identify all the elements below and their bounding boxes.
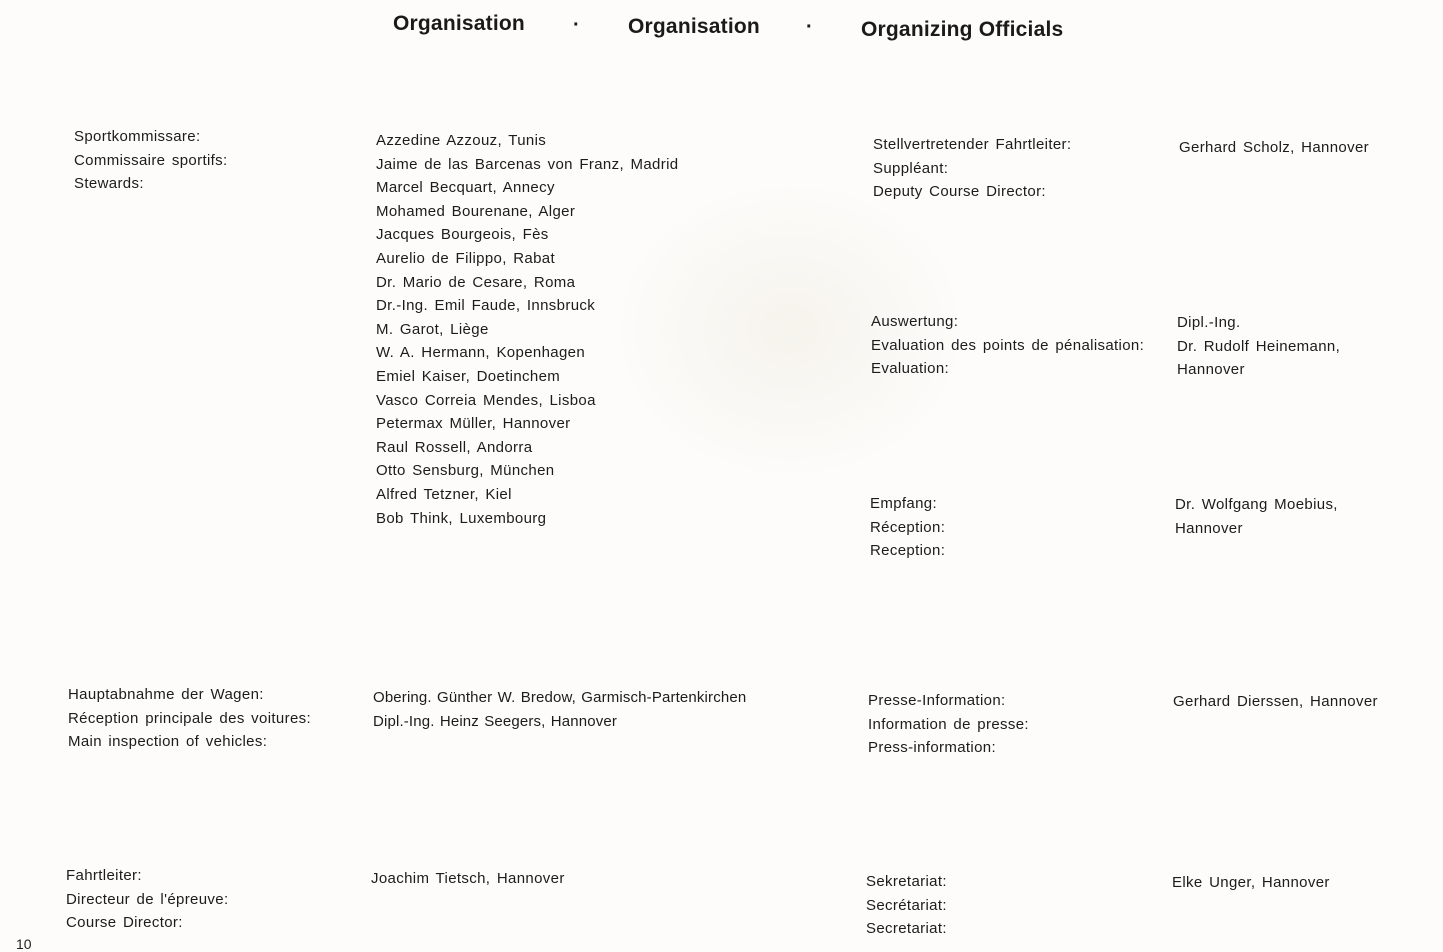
official-name: Joachim Tietsch, Hannover: [371, 870, 565, 887]
label-en: Stewards:: [74, 175, 144, 193]
evaluation-names: [1177, 311, 1340, 382]
steward-name: W. A. Hermann, Kopenhagen: [376, 344, 586, 362]
stewards-labels: [74, 125, 228, 196]
official-name: Obering. Günther W. Bredow, Garmisch-Partenkirchen: [373, 689, 747, 706]
press-labels: [868, 689, 1029, 760]
steward-name: Bob Think, Luxembourg: [376, 509, 547, 527]
label-en: Main inspection of vehicles:: [68, 733, 268, 751]
steward-name: M. Garot, Liège: [376, 320, 489, 338]
course-director-names: [371, 867, 565, 891]
label-en: Secretariat:: [866, 920, 947, 938]
label-fr: Secrétariat:: [866, 896, 947, 914]
evaluation-labels: [871, 310, 1144, 381]
label-fr: Réception:: [870, 518, 946, 536]
label-en: Deputy Course Director:: [873, 183, 1046, 201]
steward-name: Otto Sensburg, München: [376, 462, 555, 480]
stewards-names: [376, 129, 678, 530]
official-name: Gerhard Dierssen, Hannover: [1173, 693, 1378, 710]
steward-name: Jaime de las Barcenas von Franz, Madrid: [376, 155, 679, 173]
label-de: Auswertung:: [871, 313, 959, 330]
label-fr: Information de presse:: [868, 715, 1029, 733]
heading-separator: ·: [806, 16, 813, 38]
steward-name: Marcel Becquart, Annecy: [376, 179, 555, 197]
official-name: Hannover: [1175, 519, 1243, 537]
reception-names: [1175, 493, 1338, 540]
label-de: Hauptabnahme der Wagen:: [68, 686, 264, 703]
steward-name: Aurelio de Filippo, Rabat: [376, 249, 556, 267]
steward-name: Petermax Müller, Hannover: [376, 415, 571, 433]
official-name: Hannover: [1177, 361, 1245, 379]
heading-english: Organizing Officials: [861, 18, 1064, 41]
label-fr: Commissaire sportifs:: [74, 151, 228, 169]
course-director-labels: [66, 864, 229, 935]
official-name: Elke Unger, Hannover: [1172, 874, 1330, 891]
official-name: Gerhard Scholz, Hannover: [1179, 139, 1369, 156]
official-name: Dr. Wolfgang Moebius,: [1175, 496, 1338, 513]
steward-name: Vasco Correia Mendes, Lisboa: [376, 391, 596, 409]
secretariat-labels: [866, 870, 947, 941]
inspection-names: [373, 686, 746, 733]
label-en: Press-information:: [868, 739, 997, 757]
label-fr: Suppléant:: [873, 159, 949, 177]
label-de: Presse-Information:: [868, 692, 1006, 709]
label-de: Empfang:: [870, 495, 938, 512]
heading-separator: ·: [573, 14, 580, 36]
label-en: Course Director:: [66, 914, 183, 932]
label-de: Stellvertretender Fahrtleiter:: [873, 136, 1072, 153]
label-en: Reception:: [870, 542, 946, 560]
steward-name: Jacques Bourgeois, Fès: [376, 226, 549, 244]
steward-name: Dr.-Ing. Emil Faude, Innsbruck: [376, 297, 596, 315]
official-name: Dipl.-Ing. Heinz Seegers, Hannover: [373, 712, 618, 730]
page-number: 10: [16, 936, 32, 952]
steward-name: Raul Rossell, Andorra: [376, 438, 533, 456]
inspection-labels: [68, 683, 311, 754]
label-de: Sportkommissare:: [74, 128, 201, 145]
label-de: Fahrtleiter:: [66, 867, 142, 884]
official-name: Dipl.-Ing.: [1177, 314, 1241, 331]
label-fr: Directeur de l'épreuve:: [66, 890, 229, 908]
heading-german: Organisation: [393, 12, 525, 35]
secretariat-names: [1172, 871, 1330, 895]
steward-name: Azzedine Azzouz, Tunis: [376, 132, 547, 149]
press-names: [1173, 690, 1378, 714]
steward-name: Mohamed Bourenane, Alger: [376, 202, 576, 220]
heading-french: Organisation: [628, 15, 760, 38]
deputy-labels: [873, 133, 1071, 204]
steward-name: Alfred Tetzner, Kiel: [376, 485, 512, 503]
label-de: Sekretariat:: [866, 873, 947, 890]
deputy-names: [1179, 136, 1369, 160]
label-en: Evaluation:: [871, 360, 950, 378]
reception-labels: [870, 492, 945, 563]
steward-name: Emiel Kaiser, Doetinchem: [376, 367, 561, 385]
label-fr: Réception principale des voitures:: [68, 709, 312, 727]
official-name: Dr. Rudolf Heinemann,: [1177, 337, 1341, 355]
label-fr: Evaluation des points de pénalisation:: [871, 336, 1145, 354]
steward-name: Dr. Mario de Cesare, Roma: [376, 273, 576, 291]
